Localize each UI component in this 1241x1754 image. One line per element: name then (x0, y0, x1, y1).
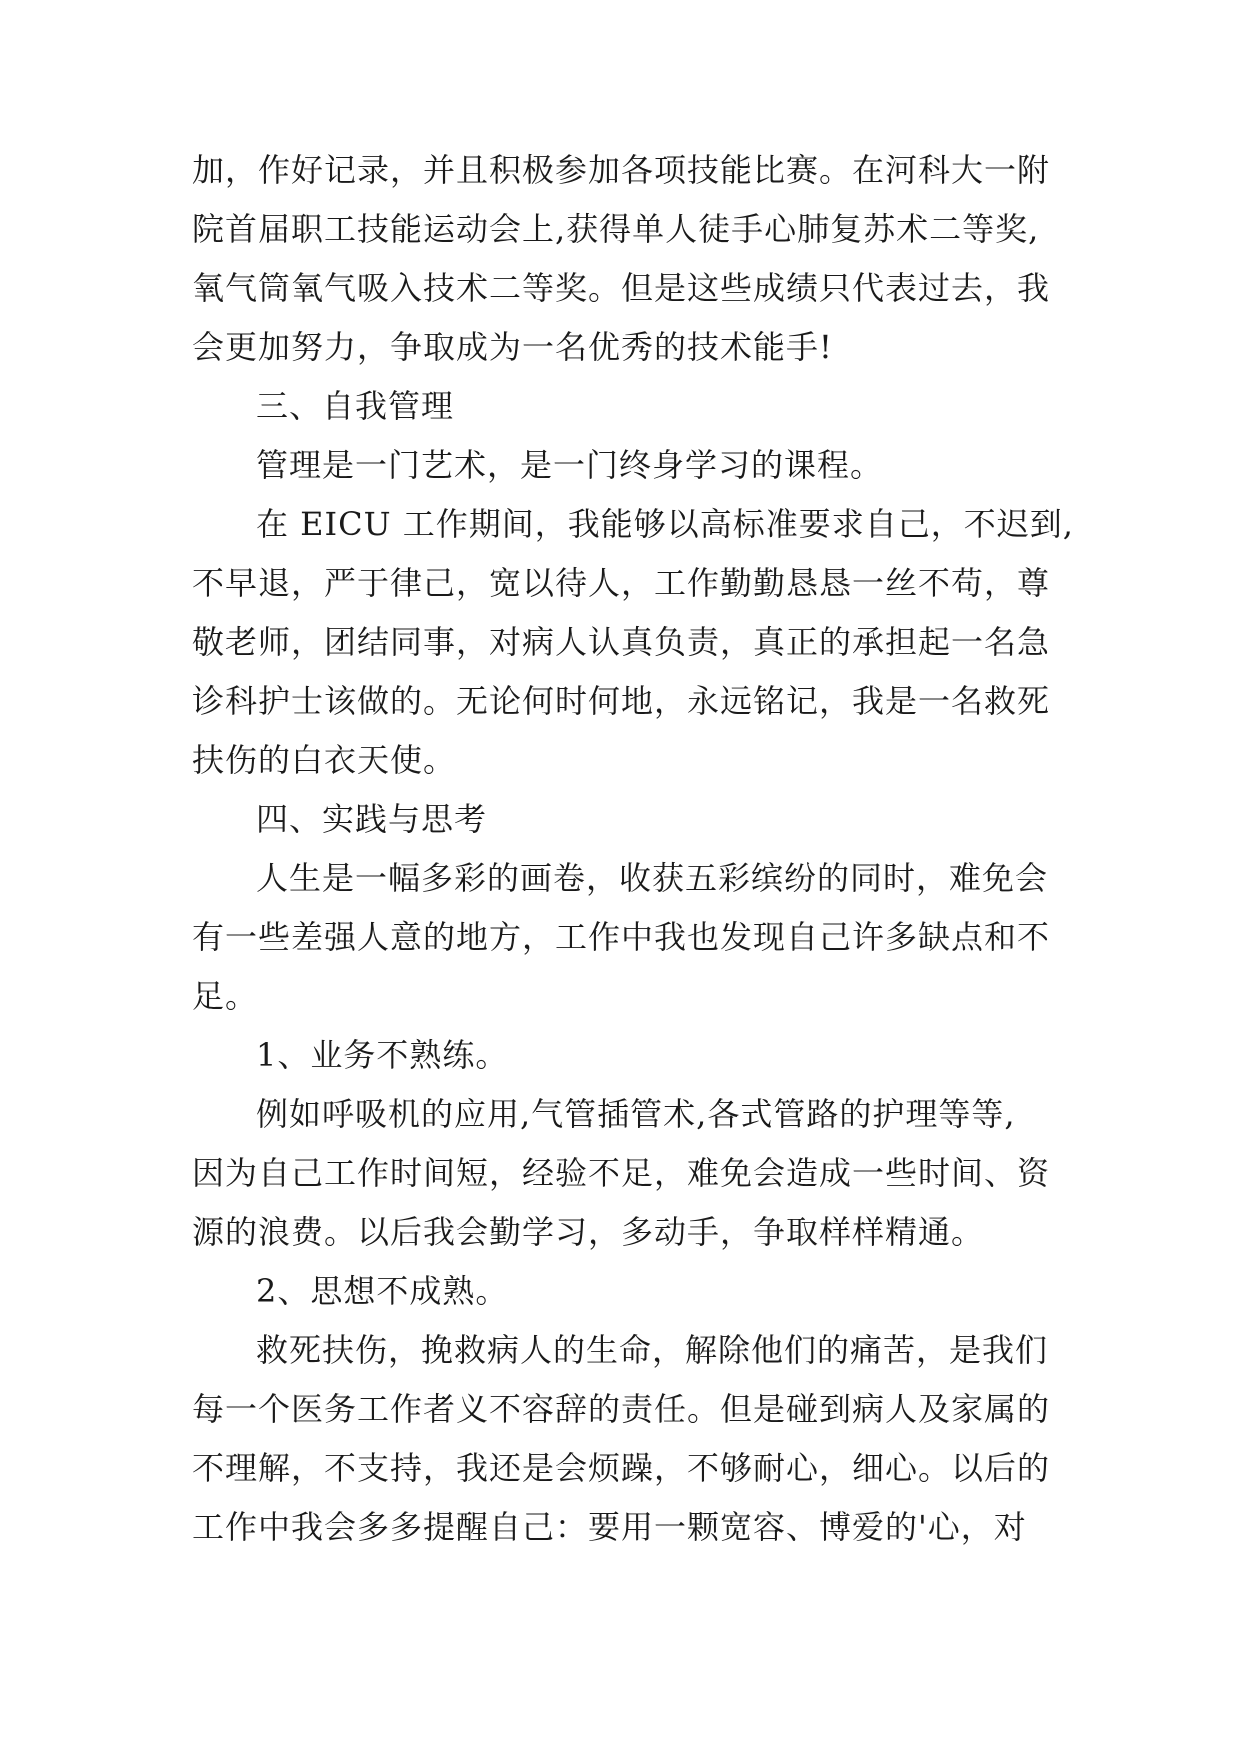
text-line: 会更加努力，争取成为一名优秀的技术能手! (192, 328, 833, 366)
subsection-heading: 2、思想不成熟。 (256, 1272, 509, 1310)
text-line: 工作中我会多多提醒自己：要用一颗宽容、博爱的'心，对 (192, 1508, 1027, 1546)
text-line: 院首届职工技能运动会上,获得单人徒手心肺复苏术二等奖, (192, 210, 1040, 248)
text-line: 在 EICU 工作期间，我能够以高标准要求自己，不迟到, (256, 505, 1074, 543)
text-line: 敬老师，团结同事，对病人认真负责，真正的承担起一名急 (192, 623, 1051, 661)
text-line: 足。 (192, 977, 259, 1015)
text-line: 不早退，严于律己，宽以待人，工作勤勤恳恳一丝不苟，尊 (192, 564, 1051, 602)
text-line: 有一些差强人意的地方，工作中我也发现自己许多缺点和不 (192, 918, 1051, 956)
section-heading: 三、自我管理 (256, 387, 455, 425)
text-line: 救死扶伤，挽救病人的生命，解除他们的痛苦，是我们 (256, 1331, 1049, 1369)
text-line: 氧气筒氧气吸入技术二等奖。但是这些成绩只代表过去，我 (192, 269, 1051, 307)
text-line: 扶伤的白衣天使。 (192, 741, 457, 779)
text-line: 每一个医务工作者义不容辞的责任。但是碰到病人及家属的 (192, 1390, 1051, 1428)
text-line: 加，作好记录，并且积极参加各项技能比赛。在河科大一附 (192, 151, 1051, 189)
text-line: 诊科护士该做的。无论何时何地，永远铭记，我是一名救死 (192, 682, 1051, 720)
text-line: 人生是一幅多彩的画卷，收获五彩缤纷的同时，难免会 (256, 859, 1049, 897)
section-heading: 四、实践与思考 (256, 800, 488, 838)
subsection-heading: 1、业务不熟练。 (256, 1036, 509, 1074)
text-line: 因为自己工作时间短，经验不足，难免会造成一些时间、资 (192, 1154, 1051, 1192)
text-line: 不理解，不支持，我还是会烦躁，不够耐心，细心。以后的 (192, 1449, 1051, 1487)
text-line: 管理是一门艺术，是一门终身学习的课程。 (256, 446, 884, 484)
text-line: 例如呼吸机的应用,气管插管术,各式管路的护理等等, (256, 1095, 1016, 1133)
text-line: 源的浪费。以后我会勤学习，多动手，争取样样精通。 (192, 1213, 985, 1251)
